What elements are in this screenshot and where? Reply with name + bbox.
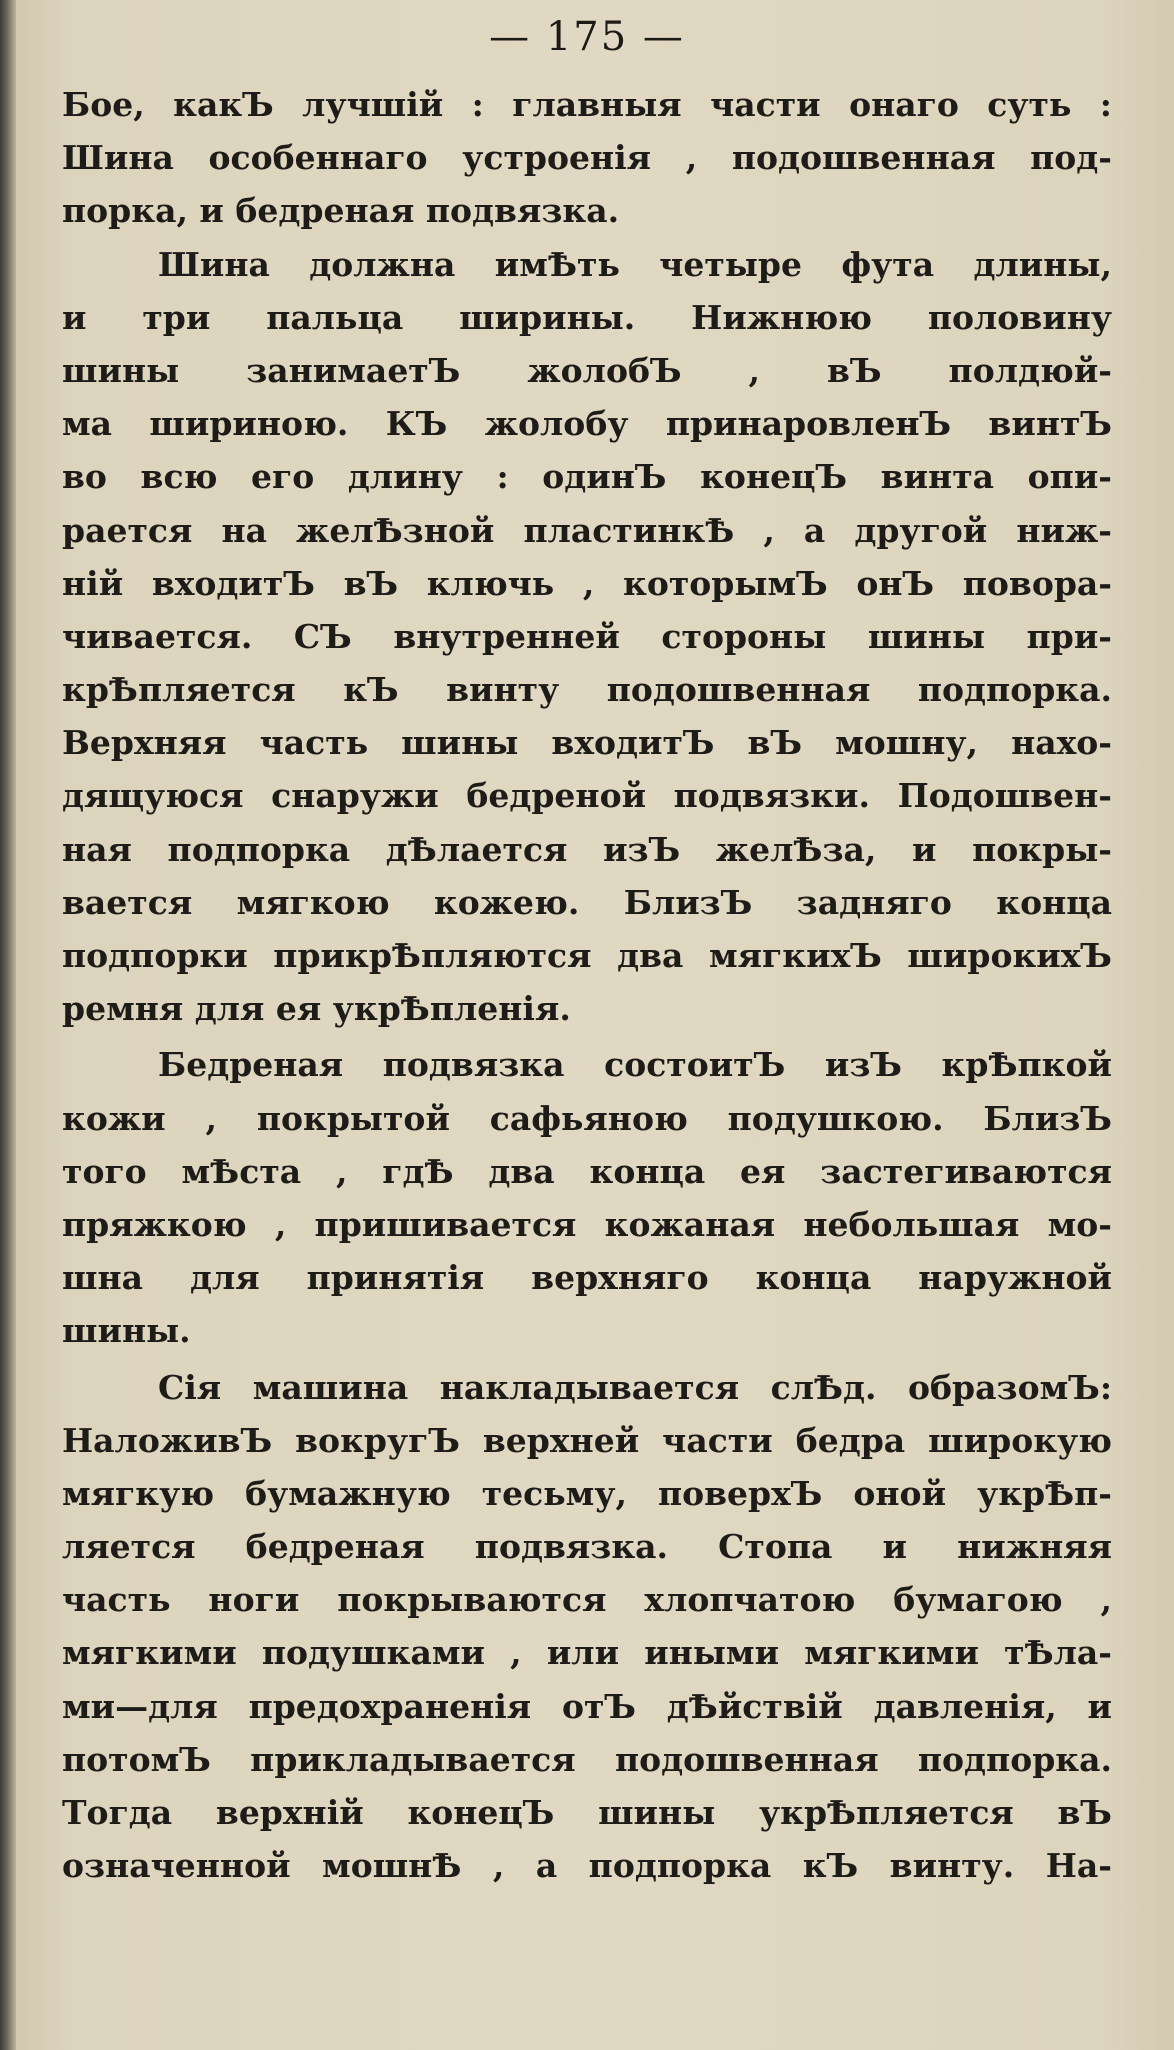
text-line: потомЪ прикладывается подошвенная подпорка.	[62, 1739, 1112, 1779]
text-line: порка, и бедреная подвязка.	[62, 191, 620, 231]
text-line: Боe, какЪ лучшiй : главныя части онаго суть :	[62, 85, 1112, 124]
text-line: дящуюся снаружи бедреной подвязки. Подошвен-	[62, 776, 1112, 816]
text-line: Шина должна имѢть четыре фута длины,	[158, 244, 1112, 284]
text-line: Верхняя часть шины входитЪ вЪ мошну, нахо-	[62, 723, 1112, 763]
text-line: Сiя машина накладывается слѢд. образомЪ:	[158, 1367, 1112, 1407]
text-line: чивается. СЪ внутренней стороны шины при-	[62, 616, 1112, 656]
text-line: Шина особеннаго устроенiя , подошвенная под-	[62, 138, 1112, 178]
text-line: мягкими подушками , или иными мягкими тѢла-	[62, 1633, 1112, 1673]
page-gutter-shadow	[0, 0, 16, 2050]
text-line: ми—для предохраненiя отЪ дѢйствiй давленiя, и	[62, 1686, 1112, 1726]
text-line: ляется бедреная подвязка. Стопа и нижняя	[62, 1527, 1112, 1567]
text-line: кожи , покрытой сафьяною подушкою. БлизЪ	[62, 1098, 1112, 1138]
text-line: Тогда верхнiй конецЪ шины укрѢпляется вЪ	[62, 1793, 1112, 1832]
text-line: ремня для ея укрѢпленiя.	[62, 989, 571, 1029]
text-line: крѢпляется кЪ винту подошвенная подпорка.	[62, 670, 1112, 710]
text-line: шины занимаетЪ жолобЪ , вЪ полдюй-	[62, 350, 1112, 390]
text-line: мягкую бумажную тесьму, поверхЪ оной укрѢп-	[62, 1473, 1112, 1513]
text-line: Бедреная подвязка состоитЪ изЪ крѢпкой	[158, 1045, 1112, 1085]
text-line: и три пальца ширины. Нижнюю половину	[62, 297, 1112, 337]
text-line: шины.	[62, 1311, 191, 1351]
text-line: нiй входитЪ вЪ ключь , которымЪ онЪ повора-	[62, 563, 1112, 603]
text-line: НаложивЪ вокругЪ верхней части бедра широкую	[62, 1420, 1112, 1460]
text-line: означенной мошнѢ , а подпорка кЪ винту. На-	[62, 1846, 1112, 1886]
page-body-text	[62, 78, 1112, 1892]
page-number-header: — 175 —	[489, 14, 685, 60]
text-line: ма шириною. КЪ жолобу принаровленЪ винтЪ	[62, 404, 1112, 444]
text-line: ная подпорка дѢлается изЪ желѢза, и покры-	[62, 829, 1112, 869]
text-line: рается на желѢзной пластинкѢ , а другой ниж-	[62, 510, 1112, 550]
text-line: шна для принятiя верхняго конца наружной	[62, 1258, 1112, 1298]
text-line: вается мягкою кожею. БлизЪ задняго конца	[62, 882, 1112, 922]
text-line: подпорки прикрѢпляются два мягкихЪ широкихЪ	[62, 936, 1112, 975]
text-line: пряжкою , пришивается кожаная небольшая мо-	[62, 1204, 1112, 1244]
text-line: часть ноги покрываются хлопчатою бумагою ,	[62, 1580, 1112, 1620]
text-line: во всю его длину : одинЪ конецЪ винта опи-	[62, 457, 1112, 497]
text-line: того мѢста , гдѢ два конца ея застегиваются	[62, 1151, 1112, 1191]
